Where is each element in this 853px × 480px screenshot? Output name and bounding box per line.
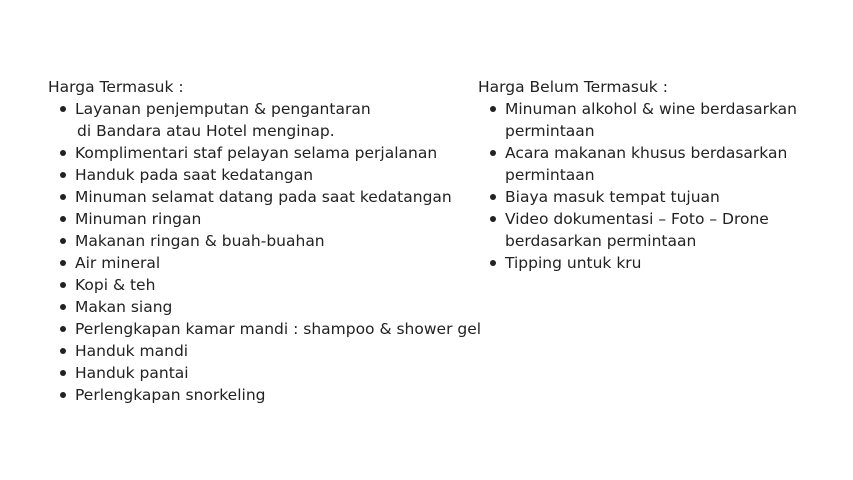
bullet-icon (60, 238, 66, 244)
list-item-text: Tipping untuk kru (505, 254, 642, 272)
list-item (48, 340, 476, 362)
bullet-icon (60, 392, 66, 398)
bullet-icon (60, 216, 66, 222)
bullet-icon (490, 194, 496, 200)
list-item-text: Minuman ringan (75, 210, 202, 228)
list-item (48, 296, 476, 318)
bullet-icon (60, 150, 66, 156)
list-item-text-continued: berdasarkan permintaan (505, 232, 697, 250)
list-item (478, 98, 818, 142)
list-item-text: Makanan ringan & buah-buahan (75, 232, 325, 250)
list-item (48, 208, 476, 230)
list-item (48, 186, 476, 208)
excluded-section (478, 76, 818, 274)
included-list (48, 98, 482, 406)
bullet-icon (60, 370, 66, 376)
list-item (478, 252, 818, 274)
list-item-text: Minuman alkohol & wine berdasarkan (505, 100, 797, 118)
included-heading: Harga Termasuk : (48, 78, 184, 96)
list-item (48, 252, 476, 274)
list-item (478, 208, 818, 252)
list-item-text-continued: di Bandara atau Hotel menginap. (77, 122, 335, 140)
list-item-text-continued: permintaan (505, 122, 595, 140)
list-item-text: Handuk pantai (75, 364, 189, 382)
list-item (478, 142, 818, 186)
bullet-icon (60, 106, 66, 112)
list-item (48, 318, 482, 340)
list-item-text: Kopi & teh (75, 276, 156, 294)
list-item (478, 186, 818, 208)
list-item-text: Air mineral (75, 254, 161, 272)
bullet-icon (60, 326, 66, 332)
list-item (48, 362, 476, 384)
included-section (48, 76, 482, 406)
list-item-text: Perlengkapan snorkeling (75, 386, 266, 404)
excluded-list (478, 98, 818, 274)
bullet-icon (60, 304, 66, 310)
list-item-text: Biaya masuk tempat tujuan (505, 188, 720, 206)
list-item-text: Komplimentari staf pelayan selama perjalanan (75, 144, 438, 162)
list-item-text: Layanan penjemputan & pengantaran (75, 100, 371, 118)
list-item (48, 98, 476, 142)
list-item (48, 230, 476, 252)
list-item-text: Minuman selamat datang pada saat kedatangan (75, 188, 452, 206)
bullet-icon (60, 194, 66, 200)
bullet-icon (60, 172, 66, 178)
list-item-text: Video dokumentasi – Foto – Drone (505, 210, 769, 228)
list-item (48, 384, 476, 406)
list-item-text: Acara makanan khusus berdasarkan (505, 144, 788, 162)
list-item-text: Handuk mandi (75, 342, 189, 360)
bullet-icon (60, 348, 66, 354)
list-item (48, 164, 476, 186)
bullet-icon (490, 260, 496, 266)
list-item (48, 142, 476, 164)
bullet-icon (490, 106, 496, 112)
bullet-icon (490, 150, 496, 156)
list-item-text: Handuk pada saat kedatangan (75, 166, 314, 184)
bullet-icon (490, 216, 496, 222)
list-item-text: Perlengkapan kamar mandi : shampoo & shower gel (75, 320, 482, 338)
bullet-icon (60, 260, 66, 266)
excluded-heading: Harga Belum Termasuk : (478, 78, 668, 96)
list-item (48, 274, 476, 296)
list-item-text: Makan siang (75, 298, 173, 316)
list-item-text-continued: permintaan (505, 166, 595, 184)
bullet-icon (60, 282, 66, 288)
